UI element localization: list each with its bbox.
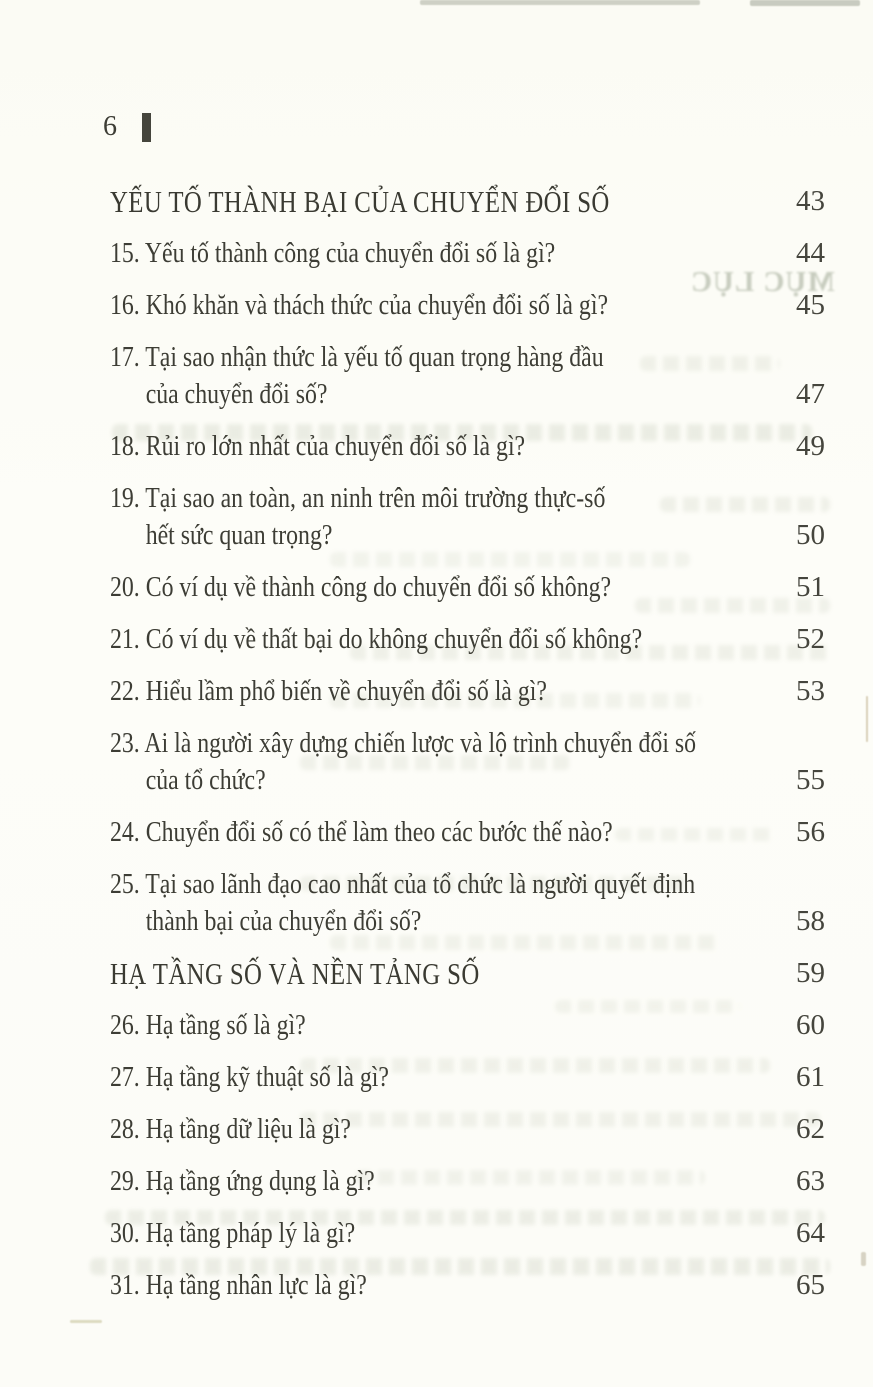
toc-entry [110, 569, 825, 606]
toc-entry-text: 30. Hạ tầng pháp lý là gì? [110, 1218, 356, 1249]
scan-artifact-mark [750, 0, 860, 6]
toc-entry [110, 339, 825, 413]
toc-entry-line [110, 1111, 825, 1148]
toc-page-number: 47 [796, 378, 825, 410]
toc-entry-text: 24. Chuyển đổi số có thể làm theo các bước thế nào? [110, 817, 613, 848]
toc-entry-line [110, 569, 825, 606]
scan-artifact-mark [70, 1320, 102, 1323]
toc-entry [110, 428, 825, 465]
toc-entry-line [110, 814, 825, 851]
bleedthrough-muc-luc-text: MỤC LỤC [690, 266, 835, 298]
toc-entry-line [110, 1267, 825, 1304]
table-of-contents [110, 183, 825, 1319]
toc-page-number: 62 [796, 1113, 825, 1145]
toc-entry-text: hết sức quan trọng? [145, 520, 333, 551]
toc-page-number: 55 [796, 764, 825, 796]
toc-page-number: 58 [796, 905, 825, 937]
toc-entry-line [110, 235, 825, 272]
toc-entry-line [110, 866, 825, 903]
toc-entry-line [110, 725, 825, 762]
toc-entry-text: HẠ TẦNG SỐ VÀ NỀN TẢNG SỐ [110, 956, 480, 991]
toc-entry [110, 1007, 825, 1044]
toc-entry-line [110, 183, 825, 220]
toc-entry-line [110, 339, 825, 376]
toc-section-heading [110, 955, 825, 992]
toc-entry [110, 287, 825, 324]
toc-page-number: 43 [796, 185, 825, 217]
folio-page-number: 6 [103, 111, 117, 142]
scan-artifact-mark [420, 0, 700, 5]
toc-entry-line [110, 428, 825, 465]
toc-page-number: 56 [796, 816, 825, 848]
toc-entry [110, 866, 825, 940]
toc-page-number: 60 [796, 1009, 825, 1041]
toc-entry-text: 16. Khó khăn và thách thức của chuyển đổi số là gì? [110, 290, 609, 321]
toc-entry-text: 18. Rủi ro lớn nhất của chuyển đổi số là gì? [110, 431, 526, 462]
toc-entry-line [110, 1059, 825, 1096]
toc-entry-text: thành bại của chuyển đổi số? [145, 906, 422, 937]
toc-entry-line [110, 903, 825, 940]
toc-entry-text: 23. Ai là người xây dựng chiến lược và lộ trình chuyển đổi số [110, 728, 697, 759]
toc-page-number: 53 [796, 675, 825, 707]
toc-page-number: 50 [796, 519, 825, 551]
scan-artifact-mark [861, 1252, 866, 1266]
toc-entry-text: 17. Tại sao nhận thức là yếu tố quan trọng hàng đầu [110, 342, 604, 373]
toc-entry-text: 27. Hạ tầng kỹ thuật số là gì? [110, 1062, 389, 1093]
toc-entry [110, 1267, 825, 1304]
toc-entry [110, 480, 825, 554]
toc-entry-line [110, 1163, 825, 1200]
toc-entry-line [110, 517, 825, 554]
toc-page-number: 52 [796, 623, 825, 655]
toc-entry [110, 621, 825, 658]
toc-entry-line [110, 955, 825, 992]
toc-entry-line [110, 287, 825, 324]
toc-entry [110, 235, 825, 272]
toc-entry-text: 21. Có ví dụ về thất bại do không chuyển đổi số không? [110, 624, 643, 655]
toc-entry [110, 1163, 825, 1200]
toc-entry-line [110, 480, 825, 517]
toc-entry-text: 19. Tại sao an toàn, an ninh trên môi trường thực-số [110, 483, 606, 514]
toc-entry-line [110, 762, 825, 799]
toc-entry-line [110, 376, 825, 413]
toc-entry-text: 20. Có ví dụ về thành công do chuyển đổi số không? [110, 572, 612, 603]
toc-entry [110, 814, 825, 851]
page-header [103, 112, 151, 142]
toc-page-number: 64 [796, 1217, 825, 1249]
toc-page-number: 63 [796, 1165, 825, 1197]
toc-page-number: 49 [796, 430, 825, 462]
toc-entry-line [110, 1215, 825, 1252]
toc-page-number: 45 [796, 289, 825, 321]
toc-entry-text: 26. Hạ tầng số là gì? [110, 1010, 306, 1041]
toc-entry-text: YẾU TỐ THÀNH BẠI CỦA CHUYỂN ĐỔI SỐ [110, 184, 610, 219]
toc-entry-text: 28. Hạ tầng dữ liệu là gì? [110, 1114, 351, 1145]
toc-entry-line [110, 1007, 825, 1044]
toc-page-number: 61 [796, 1061, 825, 1093]
toc-entry [110, 1059, 825, 1096]
scan-artifact-mark [866, 696, 868, 742]
toc-entry-text: 25. Tại sao lãnh đạo cao nhất của tổ chức là người quyết định [110, 869, 696, 900]
toc-entry-text: 29. Hạ tầng ứng dụng là gì? [110, 1166, 375, 1197]
toc-entry-text: của tổ chức? [145, 765, 266, 796]
toc-page-number: 44 [796, 237, 825, 269]
toc-entry-text: 31. Hạ tầng nhân lực là gì? [110, 1270, 367, 1301]
toc-entry [110, 1111, 825, 1148]
toc-entry [110, 673, 825, 710]
toc-entry [110, 725, 825, 799]
toc-page-number: 59 [796, 957, 825, 989]
folio-bar-mark [142, 113, 151, 142]
toc-entry-line [110, 673, 825, 710]
toc-entry [110, 1215, 825, 1252]
toc-entry-text: của chuyển đổi số? [145, 379, 328, 410]
toc-section-heading [110, 183, 825, 220]
toc-page-number: 65 [796, 1269, 825, 1301]
toc-entry-line [110, 621, 825, 658]
toc-entry-text: 22. Hiểu lầm phổ biến về chuyển đổi số là gì? [110, 676, 547, 707]
toc-page-number: 51 [796, 571, 825, 603]
toc-entry-text: 15. Yếu tố thành công của chuyển đổi số là gì? [110, 238, 556, 269]
